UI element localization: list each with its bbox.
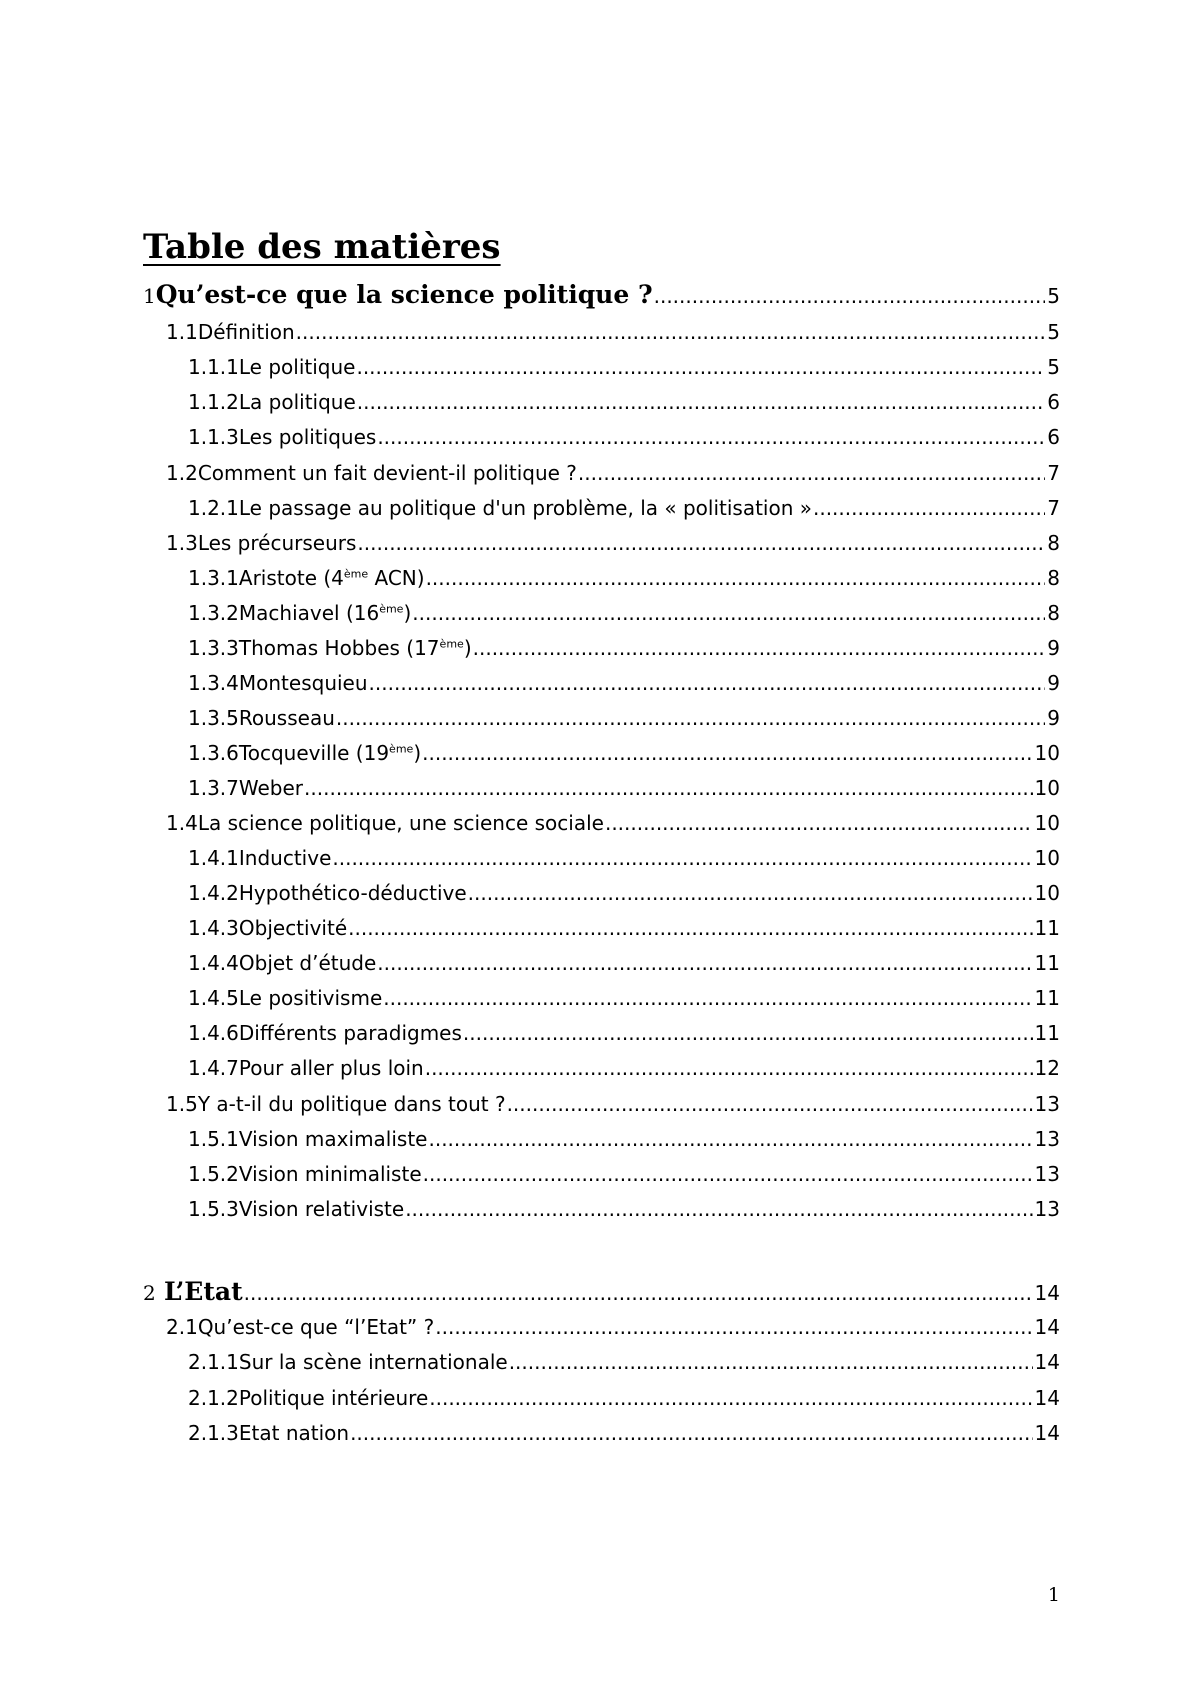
toc-entry-page: 7 <box>1047 461 1060 485</box>
toc-entry-number: 2.1.1 <box>188 1350 239 1374</box>
toc-entry-page: 11 <box>1034 951 1060 975</box>
toc-entry-number: 2.1.2 <box>188 1386 239 1410</box>
dot-leader <box>426 566 1046 590</box>
toc-entry-page: 8 <box>1047 601 1060 625</box>
toc-entry-page: 14 <box>1034 1350 1060 1374</box>
toc-entry-label-suffix: ) <box>463 636 472 660</box>
dot-leader <box>429 1386 1032 1410</box>
toc-entry-label-suffix: ) <box>403 601 412 625</box>
toc-entry-label <box>239 425 376 449</box>
toc-entry[interactable] <box>188 846 1060 870</box>
toc-entry-label <box>239 1350 508 1374</box>
toc-entry-label-text: Machiavel (16 <box>238 601 380 625</box>
toc-entry-label <box>239 881 467 905</box>
toc-entry-label-text: Objectivité <box>238 916 348 940</box>
toc-entry-number: 1.3.6 <box>188 741 239 765</box>
dot-leader <box>357 390 1046 414</box>
toc-entry-number: 1.4.5 <box>188 986 239 1010</box>
toc-entry-number: 1.3.7 <box>188 776 239 800</box>
toc-entry-page: 11 <box>1034 986 1060 1010</box>
toc-entry-page: 10 <box>1034 776 1060 800</box>
toc-entry-number: 1.4 <box>166 811 198 835</box>
toc-entry-page: 13 <box>1034 1197 1060 1221</box>
dot-leader <box>422 741 1032 765</box>
toc-entry-number: 1.4.7 <box>188 1056 239 1080</box>
toc-entry-label-text: Weber <box>238 776 304 800</box>
toc-entry-label-text: Définition <box>197 320 295 344</box>
dot-leader <box>654 284 1046 308</box>
dot-leader <box>473 636 1046 660</box>
toc-entry-label <box>239 741 421 765</box>
toc-entry[interactable] <box>188 355 1060 379</box>
toc-entry-number: 1.3.4 <box>188 671 239 695</box>
toc-entry-label <box>198 461 577 485</box>
toc-entry-label-text: Inductive <box>238 846 332 870</box>
toc-entry-number: 1.3.3 <box>188 636 239 660</box>
toc-entry-label <box>239 846 331 870</box>
toc-entry-label-text: Hypothético-déductive <box>238 881 467 905</box>
toc-entry-superscript: ème <box>389 742 414 756</box>
dot-leader <box>332 846 1032 870</box>
toc-entry-label-text: Thomas Hobbes (17 <box>238 636 440 660</box>
toc-entry-page: 10 <box>1034 846 1060 870</box>
toc-entry-label <box>239 601 411 625</box>
toc-entry-label-text: Aristote (4 <box>238 566 344 590</box>
toc-entry-page: 7 <box>1047 496 1060 520</box>
toc-entry-label <box>239 1162 422 1186</box>
toc-entry-label <box>239 1197 404 1221</box>
toc-entry-page: 13 <box>1034 1162 1060 1186</box>
toc-entry-superscript: ème <box>379 602 404 616</box>
toc-entry-label <box>239 1386 428 1410</box>
toc-entry-page: 10 <box>1034 811 1060 835</box>
toc-entry-label <box>156 280 653 309</box>
toc-entry-label-text: Qu’est-ce que la science politique ? <box>155 280 653 309</box>
toc-entry-page: 5 <box>1047 320 1060 344</box>
toc-entry-number: 1 <box>143 284 156 308</box>
dot-leader <box>605 811 1033 835</box>
toc-entry-label <box>164 1277 243 1306</box>
dot-leader <box>578 461 1045 485</box>
toc-entry-number: 1.4.4 <box>188 951 239 975</box>
toc-entry-label-suffix: ) <box>413 741 422 765</box>
toc-entry-label <box>239 390 356 414</box>
dot-leader <box>377 425 1045 449</box>
toc-entry-label-text: Différents paradigmes <box>238 1021 462 1045</box>
toc-entry-label <box>198 531 357 555</box>
toc-entry[interactable] <box>188 1386 1060 1410</box>
toc-entry-page: 5 <box>1047 284 1060 308</box>
toc-entry[interactable] <box>188 951 1060 975</box>
dot-leader <box>423 1162 1033 1186</box>
toc-entry-number: 2 <box>143 1281 156 1305</box>
toc-entry-number: 1.3 <box>166 531 198 555</box>
toc-entry-page: 9 <box>1047 706 1060 730</box>
toc-entry-label-text: La science politique, une science sociale <box>197 811 604 835</box>
dot-leader <box>468 881 1033 905</box>
toc-entry-label-text: Y a-t-il du politique dans tout ? <box>197 1092 506 1116</box>
toc-entry[interactable] <box>188 1021 1060 1045</box>
toc-entry-page: 11 <box>1034 916 1060 940</box>
toc-entry-label-text: Vision relativiste <box>238 1197 405 1221</box>
toc-entry-number: 1.4.1 <box>188 846 239 870</box>
toc-entry[interactable] <box>188 671 1060 695</box>
toc-entry-number: 1.5.3 <box>188 1197 239 1221</box>
toc-entry-label <box>239 986 382 1010</box>
toc-entry[interactable] <box>188 986 1060 1010</box>
toc-entry-label-suffix: ACN) <box>368 566 425 590</box>
dot-leader <box>425 1056 1033 1080</box>
toc-entry[interactable] <box>188 1197 1060 1221</box>
toc-entry-label <box>239 636 472 660</box>
toc-entry-label <box>239 1127 428 1151</box>
toc-entry-superscript: ème <box>343 567 369 581</box>
toc-entry-label <box>198 1315 434 1339</box>
toc-entry-page: 5 <box>1047 355 1060 379</box>
toc-entry-page: 13 <box>1034 1092 1060 1116</box>
toc-entry-label-text: Rousseau <box>238 706 335 730</box>
toc-entry-page: 6 <box>1047 390 1060 414</box>
toc-entry[interactable] <box>188 425 1060 449</box>
toc-entry[interactable] <box>188 706 1060 730</box>
toc-entry-number: 1.3.1 <box>188 566 239 590</box>
toc-entry-number: 1.1.2 <box>188 390 239 414</box>
dot-leader <box>348 916 1032 940</box>
dot-leader <box>428 1127 1032 1151</box>
toc-entry[interactable] <box>188 566 1060 590</box>
toc-entry-number: 1.2.1 <box>188 496 239 520</box>
toc-entry-label-text: Comment un fait devient-il politique ? <box>197 461 577 485</box>
toc-entry-page: 8 <box>1047 531 1060 555</box>
footer-page-number: 1 <box>1047 1584 1060 1606</box>
toc-entry-page: 13 <box>1034 1127 1060 1151</box>
dot-leader <box>463 1021 1033 1045</box>
dot-leader <box>304 776 1033 800</box>
toc-entry[interactable] <box>166 531 1060 555</box>
dot-leader <box>435 1315 1032 1339</box>
toc-entry-label <box>198 320 295 344</box>
dot-leader <box>383 986 1032 1010</box>
toc-entry-number: 1.5.1 <box>188 1127 239 1151</box>
dot-leader <box>405 1197 1032 1221</box>
toc-entry-page: 12 <box>1034 1056 1060 1080</box>
toc-entry[interactable] <box>166 1092 1060 1116</box>
dot-leader <box>336 706 1045 730</box>
toc-entry-number: 1.4.3 <box>188 916 239 940</box>
toc-entry-number: 1.1.1 <box>188 355 239 379</box>
toc-entry-number: 2.1 <box>166 1315 198 1339</box>
toc-entry[interactable] <box>188 1162 1060 1186</box>
toc-entry-label <box>239 496 812 520</box>
toc-entry-label-text: Sur la scène internationale <box>238 1350 508 1374</box>
toc-entry-label <box>239 706 335 730</box>
toc-entry-number: 1.4.6 <box>188 1021 239 1045</box>
toc-entry-label-text: Tocqueville (19 <box>238 741 390 765</box>
toc-entry-label-text: Les politiques <box>238 425 377 449</box>
dot-leader <box>507 1092 1033 1116</box>
toc-entry-label-text: Le passage au politique d'un problème, la « politisation » <box>238 496 812 520</box>
toc-entry-label-text: Vision maximaliste <box>238 1127 428 1151</box>
toc-entry-number: 1.5.2 <box>188 1162 239 1186</box>
toc-entry-page: 10 <box>1034 881 1060 905</box>
toc-entry-number: 1.4.2 <box>188 881 239 905</box>
toc-entry[interactable] <box>166 320 1060 344</box>
toc-entry-label-text: Etat nation <box>238 1421 350 1445</box>
toc-entry-label <box>198 1092 506 1116</box>
toc-entry[interactable] <box>188 881 1060 905</box>
toc-entry-page: 14 <box>1034 1281 1060 1305</box>
toc-entry-label-text: La politique <box>238 390 356 414</box>
toc-entry[interactable] <box>143 280 1060 309</box>
toc-entry-page: 11 <box>1034 1021 1060 1045</box>
toc-entry[interactable] <box>188 1127 1060 1151</box>
toc-entry-page: 6 <box>1047 425 1060 449</box>
toc-entry[interactable] <box>143 1277 1060 1306</box>
toc-entry-label <box>239 1056 424 1080</box>
dot-leader <box>350 1421 1032 1445</box>
dot-leader <box>369 671 1046 695</box>
toc-entry-page: 10 <box>1034 741 1060 765</box>
toc-entry[interactable] <box>166 461 1060 485</box>
toc-entry-number: 2.1.3 <box>188 1421 239 1445</box>
toc-entry[interactable] <box>188 601 1060 625</box>
toc-entry[interactable] <box>188 496 1060 520</box>
toc-entry-label-text: Montesquieu <box>238 671 368 695</box>
toc-entry-label <box>239 671 368 695</box>
dot-leader <box>356 355 1045 379</box>
toc-entry-number: 1.3.5 <box>188 706 239 730</box>
toc-entry-label-text: Les précurseurs <box>197 531 357 555</box>
toc-entry-number: 1.1 <box>166 320 198 344</box>
toc-entry-label-text: Objet d’étude <box>238 951 377 975</box>
toc-entry-number: 1.5 <box>166 1092 198 1116</box>
dot-leader <box>813 496 1045 520</box>
toc-entry-label <box>239 951 376 975</box>
toc-entry-number: 1.1.3 <box>188 425 239 449</box>
toc-entry-label <box>239 916 347 940</box>
toc-entry-page: 8 <box>1047 566 1060 590</box>
toc-entry-page: 14 <box>1034 1386 1060 1410</box>
toc-title: Table des matières <box>143 227 501 267</box>
toc-entry-label <box>239 1021 462 1045</box>
toc-entry-label-text: Pour aller plus loin <box>238 1056 424 1080</box>
toc-entry[interactable] <box>166 1315 1060 1339</box>
toc-entry[interactable] <box>188 1056 1060 1080</box>
toc-entry-page: 9 <box>1047 636 1060 660</box>
toc-entry-label-text: Le politique <box>238 355 356 379</box>
dot-leader <box>509 1350 1033 1374</box>
toc-entry-number: 1.2 <box>166 461 198 485</box>
toc-entry[interactable] <box>188 636 1060 660</box>
toc-entry-label-text: Qu’est-ce que “l’Etat” ? <box>197 1315 435 1339</box>
toc-entry[interactable] <box>188 1421 1060 1445</box>
toc-entry-label <box>239 566 425 590</box>
toc-entry[interactable] <box>188 1350 1060 1374</box>
toc-entry[interactable] <box>188 776 1060 800</box>
toc-entry-label <box>198 811 604 835</box>
toc-entry-page: 9 <box>1047 671 1060 695</box>
toc-entry-label-text: Vision minimaliste <box>238 1162 422 1186</box>
toc-entry-label <box>239 1421 349 1445</box>
dot-leader <box>412 601 1045 625</box>
toc-entry-page: 14 <box>1034 1315 1060 1339</box>
toc-entry-superscript: ème <box>439 637 464 651</box>
toc-entry[interactable] <box>188 390 1060 414</box>
toc-entry[interactable] <box>188 916 1060 940</box>
dot-leader <box>296 320 1046 344</box>
toc-entry[interactable] <box>166 811 1060 835</box>
dot-leader <box>377 951 1032 975</box>
toc-entry-page: 14 <box>1034 1421 1060 1445</box>
toc-entry[interactable] <box>188 741 1060 765</box>
dot-leader <box>244 1281 1033 1305</box>
toc-entry-label-text: L’Etat <box>163 1277 243 1306</box>
toc-entry-label-text: Politique intérieure <box>238 1386 429 1410</box>
toc-entry-number: 1.3.2 <box>188 601 239 625</box>
toc-entry-label <box>239 776 303 800</box>
toc-entry-label-text: Le positivisme <box>238 986 383 1010</box>
toc-entry-label <box>239 355 356 379</box>
dot-leader <box>357 531 1045 555</box>
